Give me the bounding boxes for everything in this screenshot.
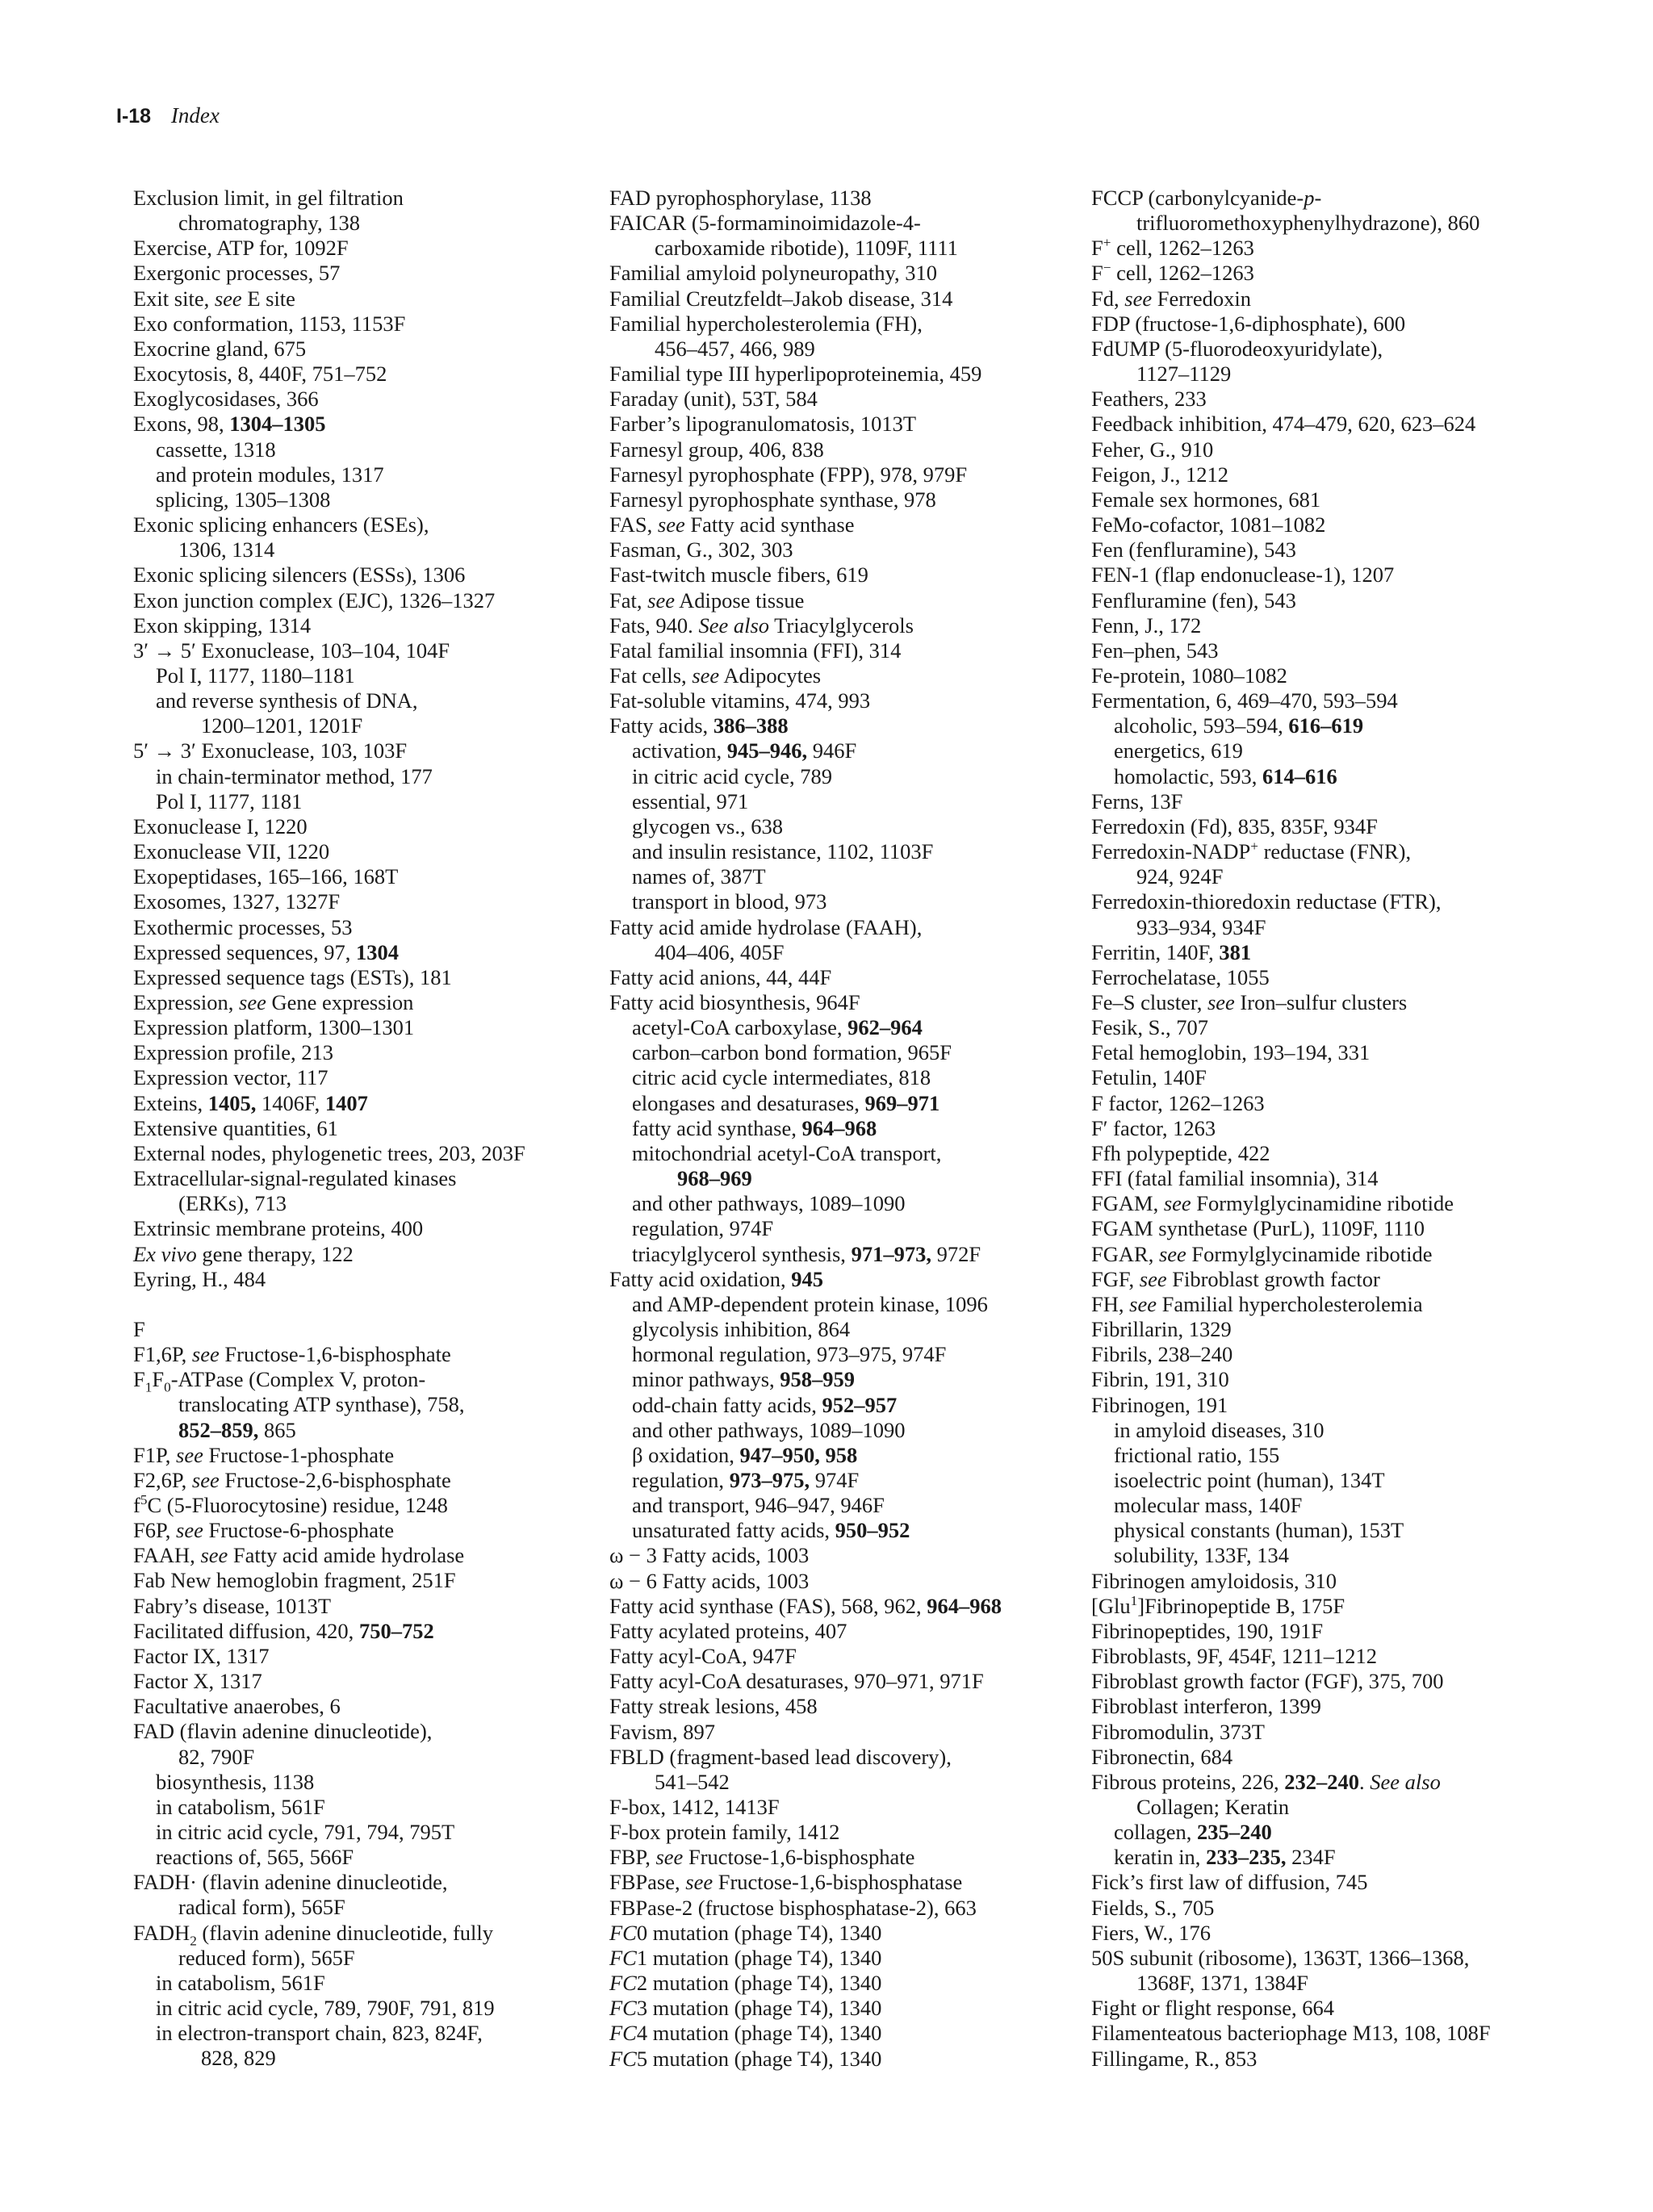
index-entry: Exclusion limit, in gel filtration chromatography, 138 xyxy=(133,186,404,236)
index-entry: Fermentation, 6, 469–470, 593–594 xyxy=(1091,688,1398,713)
index-entry: FGAM, see Formylglycinamidine ribotide xyxy=(1091,1191,1454,1216)
index-entry: Fields, S., 705 xyxy=(1091,1895,1215,1920)
index-entry: Fibrous proteins, 226, 232–240. See also Collagen; Keratin xyxy=(1091,1769,1441,1819)
index-entry: Familial type III hyperlipoproteinemia, 459 xyxy=(609,362,982,387)
index-subentry: in chain-terminator method, 177 xyxy=(156,763,433,788)
index-subentry: solubility, 133F, 134 xyxy=(1114,1543,1290,1568)
index-subentry: unsaturated fatty acids, 950–952 xyxy=(632,1518,910,1543)
index-entry: F factor, 1262–1263 xyxy=(1091,1090,1265,1115)
index-entry: Fab New hemoglobin fragment, 251F xyxy=(133,1568,456,1593)
index-entry: ω − 6 Fatty acids, 1003 xyxy=(609,1568,810,1593)
index-entry: Ferrochelatase, 1055 xyxy=(1091,964,1270,989)
index-entry: Expression platform, 1300–1301 xyxy=(133,1015,415,1040)
index-subentry: and transport, 946–947, 946F xyxy=(632,1493,885,1518)
index-subentry: fatty acid synthase, 964–968 xyxy=(632,1115,877,1140)
index-entry: Expressed sequences, 97, 1304 xyxy=(133,939,399,964)
index-entry: Exonuclease VII, 1220 xyxy=(133,839,330,864)
index-entry: Fibromodulin, 373T xyxy=(1091,1719,1265,1744)
index-entry: 5′ → 3′ Exonuclease, 103, 103F xyxy=(133,738,408,763)
index-entry: Ffh polypeptide, 422 xyxy=(1091,1140,1270,1165)
index-entry: FGF, see Fibroblast growth factor xyxy=(1091,1266,1380,1291)
index-entry: F′ factor, 1263 xyxy=(1091,1115,1216,1140)
index-subentry: in citric acid cycle, 789, 790F, 791, 819 xyxy=(156,1996,495,2021)
index-entry: Exteins, 1405, 1406F, 1407 xyxy=(133,1090,368,1115)
index-entry: FC3 mutation (phage T4), 1340 xyxy=(609,1996,882,2021)
index-entry: FBLD (fragment-based lead discovery), 541–542 xyxy=(609,1744,952,1794)
index-entry: Exo conformation, 1153, 1153F xyxy=(133,311,406,336)
index-entry: F-box protein family, 1412 xyxy=(609,1820,840,1845)
index-entry: 50S subunit (ribosome), 1363T, 1366–1368, 1368F, 1371, 1384F xyxy=(1091,1945,1470,1996)
index-entry: Filamenteatous bacteriophage M13, 108, 108F xyxy=(1091,2021,1491,2046)
index-subentry: regulation, 974F xyxy=(632,1216,774,1241)
index-entry: Fibroblasts, 9F, 454F, 1211–1212 xyxy=(1091,1644,1378,1669)
index-entry: FC4 mutation (phage T4), 1340 xyxy=(609,2021,882,2046)
index-entry: Fibroblast growth factor (FGF), 375, 700 xyxy=(1091,1669,1444,1694)
index-subentry: Pol I, 1177, 1181 xyxy=(156,788,303,813)
index-subentry: essential, 971 xyxy=(632,788,749,813)
section-title: Index xyxy=(170,103,220,128)
index-entry: Female sex hormones, 681 xyxy=(1091,487,1321,512)
index-entry: Ferredoxin (Fd), 835, 835F, 934F xyxy=(1091,813,1378,838)
index-entry: Ex vivo gene therapy, 122 xyxy=(133,1241,354,1266)
index-entry: Fatty acyl-CoA desaturases, 970–971, 971F xyxy=(609,1669,984,1694)
index-subentry: odd-chain fatty acids, 952–957 xyxy=(632,1392,898,1417)
index-entry: Exergonic processes, 57 xyxy=(133,261,341,286)
index-entry: Fat-soluble vitamins, 474, 993 xyxy=(609,688,871,713)
index-entry: Farnesyl group, 406, 838 xyxy=(609,437,824,462)
index-subentry: in amyloid diseases, 310 xyxy=(1114,1417,1324,1442)
index-entry: FdUMP (5-fluorodeoxyuridylate), 1127–1129 xyxy=(1091,336,1383,387)
index-entry: Factor IX, 1317 xyxy=(133,1643,270,1668)
index-entry: F2,6P, see Fructose-2,6-bisphosphate xyxy=(133,1467,451,1492)
index-entry: [Glu$^1$]Fibrinopeptide B, 175F xyxy=(1091,1592,1345,1618)
index-entry: FAICAR (5-formaminoimidazole-4- carboxamide ribotide), 1109F, 1111 xyxy=(609,211,958,261)
index-entry: Farnesyl pyrophosphate synthase, 978 xyxy=(609,487,936,512)
index-subentry: mitochondrial acetyl-CoA transport, 968–969 xyxy=(632,1140,942,1191)
index-entry: $FADH_2$ (flavin adenine dinucleotide, fully reduced form), 565F xyxy=(133,1920,493,1970)
index-subentry: frictional ratio, 155 xyxy=(1114,1442,1280,1467)
index-entry: Familial Creutzfeldt–Jakob disease, 314 xyxy=(609,286,953,311)
index-entry: ω − 3 Fatty acids, 1003 xyxy=(609,1543,810,1568)
index-entry: Fat cells, see Adipocytes xyxy=(609,663,822,688)
index-entry: Fatty acid anions, 44, 44F xyxy=(609,964,832,989)
index-subentry: and reverse synthesis of DNA, 1200–1201, 1201F xyxy=(156,688,418,738)
index-entry: Expressed sequence tags (ESTs), 181 xyxy=(133,964,452,989)
index-entry: Feher, G., 910 xyxy=(1091,437,1214,462)
index-subentry: and protein modules, 1317 xyxy=(156,462,384,487)
index-entry: F+ cell, 1262–1263 xyxy=(1091,235,1254,261)
index-subentry: alcoholic, 593–594, 616–619 xyxy=(1114,713,1364,738)
index-entry: Fibrillarin, 1329 xyxy=(1091,1317,1232,1342)
index-entry: Fiers, W., 176 xyxy=(1091,1920,1211,1945)
index-subentry: in citric acid cycle, 791, 794, 795T xyxy=(156,1820,455,1844)
index-entry: Expression vector, 117 xyxy=(133,1065,329,1090)
index-entry: Fibrinopeptides, 190, 191F xyxy=(1091,1618,1324,1643)
index-subentry: elongases and desaturases, 969–971 xyxy=(632,1090,940,1115)
index-entry: Fatty acyl-CoA, 947F xyxy=(609,1644,797,1669)
index-entry: F6P, see Fructose-6-phosphate xyxy=(133,1518,395,1543)
index-entry: Extracellular-signal-regulated kinases (ERKs), 713 xyxy=(133,1166,457,1216)
index-subentry: physical constants (human), 153T xyxy=(1114,1518,1404,1543)
index-entry: Fibrinogen, 191 xyxy=(1091,1392,1228,1417)
index-entry: Exonic splicing silencers (ESSs), 1306 xyxy=(133,562,466,587)
index-entry: Fight or flight response, 664 xyxy=(1091,1996,1335,2021)
index-entry: FAAH, see Fatty acid amide hydrolase xyxy=(133,1543,465,1568)
index-entry: Fatty acylated proteins, 407 xyxy=(609,1618,847,1643)
index-subentry: in catabolism, 561F xyxy=(156,1970,325,1995)
index-subentry: and AMP-dependent protein kinase, 1096 xyxy=(632,1291,988,1316)
index-subentry: homolactic, 593, 614–616 xyxy=(1114,763,1337,788)
index-entry: Expression, see Gene expression xyxy=(133,990,414,1014)
index-entry: FC2 mutation (phage T4), 1340 xyxy=(609,1971,882,1996)
index-entry: Expression profile, 213 xyxy=(133,1040,334,1065)
index-entry: Fast-twitch muscle fibers, 619 xyxy=(609,562,868,587)
index-entry: Exoglycosidases, 366 xyxy=(133,387,319,412)
index-subentry: Pol I, 1177, 1180–1181 xyxy=(156,663,355,688)
index-entry: Extrinsic membrane proteins, 400 xyxy=(133,1216,424,1241)
index-subentry: glycogen vs., 638 xyxy=(632,813,783,838)
index-entry: Feedback inhibition, 474–479, 620, 623–624 xyxy=(1091,412,1476,437)
index-entry: Fen (fenfluramine), 543 xyxy=(1091,537,1296,562)
index-subentry: in citric acid cycle, 789 xyxy=(632,763,832,788)
index-entry: FBPase, see Fructose-1,6-bisphosphatase xyxy=(609,1870,963,1895)
index-entry: Fibrils, 238–240 xyxy=(1091,1342,1233,1367)
page-number: I-18 xyxy=(116,105,152,128)
index-entry: FCCP (carbonylcyanide-p- trifluoromethoxyphenylhydrazone), 860 xyxy=(1091,186,1480,236)
index-entry: Favism, 897 xyxy=(609,1719,716,1744)
index-entry: Fetulin, 140F xyxy=(1091,1065,1207,1090)
index-entry: Fenfluramine (fen), 543 xyxy=(1091,587,1296,613)
index-entry: Fibrinogen amyloidosis, 310 xyxy=(1091,1568,1337,1593)
index-subentry: transport in blood, 973 xyxy=(632,889,827,914)
index-entry: FBP, see Fructose-1,6-bisphosphate xyxy=(609,1845,915,1870)
index-entry: Fd, see Ferredoxin xyxy=(1091,286,1251,311)
index-entry: FGAR, see Formylglycinamide ribotide xyxy=(1091,1241,1433,1266)
index-entry: FGAM synthetase (PurL), 1109F, 1110 xyxy=(1091,1216,1425,1241)
index-entry: Fatty acid synthase (FAS), 568, 962, 964–968 xyxy=(609,1593,1002,1618)
index-entry: Ferredoxin-NADP+ reductase (FNR), 924, 924F xyxy=(1091,838,1412,889)
index-entry: Ferns, 13F xyxy=(1091,788,1183,813)
index-entry: F-box, 1412, 1413F xyxy=(609,1795,780,1819)
index-entry: Eyring, H., 484 xyxy=(133,1266,266,1291)
index-subentry: molecular mass, 140F xyxy=(1114,1493,1303,1518)
index-entry: $f^5C$ (5-Fluorocytosine) residue, 1248 xyxy=(133,1492,448,1517)
index-entry: Fatty acid amide hydrolase (FAAH), 404–406, 405F xyxy=(609,914,923,964)
index-subentry: acetyl-CoA carboxylase, 962–964 xyxy=(632,1015,923,1040)
index-entry: FH, see Familial hypercholesterolemia xyxy=(1091,1291,1423,1316)
index-entry: FEN-1 (flap endonuclease-1), 1207 xyxy=(1091,562,1395,587)
index-entry: FBPase-2 (fructose bisphosphatase-2), 663 xyxy=(609,1895,977,1920)
index-entry: Exopeptidases, 165–166, 168T xyxy=(133,864,399,889)
index-subentry: and insulin resistance, 1102, 1103F xyxy=(632,839,934,864)
index-column-3 xyxy=(1091,186,1567,2072)
index-subentry: glycolysis inhibition, 864 xyxy=(632,1317,851,1342)
index-entry: Facilitated diffusion, 420, 750–752 xyxy=(133,1618,434,1643)
index-entry: FDP (fructose-1,6-diphosphate), 600 xyxy=(1091,311,1406,336)
index-entry: Fats, 940. See also Triacylglycerols xyxy=(609,613,914,638)
index-entry: Fibroblast interferon, 1399 xyxy=(1091,1694,1321,1719)
index-entry: Exercise, ATP for, 1092F xyxy=(133,236,349,261)
index-entry: F− cell, 1262–1263 xyxy=(1091,260,1254,286)
index-entry: Fillingame, R., 853 xyxy=(1091,2046,1258,2071)
index-entry: FC0 mutation (phage T4), 1340 xyxy=(609,1920,882,1945)
index-entry: F1P, see Fructose-1-phosphate xyxy=(133,1442,395,1467)
index-subentry: energetics, 619 xyxy=(1114,738,1243,763)
index-subentry: splicing, 1305–1308 xyxy=(156,487,331,512)
index-entry: Exocytosis, 8, 440F, 751–752 xyxy=(133,362,387,387)
index-entry: Fabry’s disease, 1013T xyxy=(133,1593,332,1618)
index-subentry: collagen, 235–240 xyxy=(1114,1820,1272,1845)
index-subentry: biosynthesis, 1138 xyxy=(156,1769,315,1794)
index-column-1 xyxy=(133,186,593,2072)
index-subentry: citric acid cycle intermediates, 818 xyxy=(632,1065,931,1090)
index-entry: FC5 mutation (phage T4), 1340 xyxy=(609,2046,882,2071)
index-entry: Fatty acids, 386–388 xyxy=(609,713,789,738)
index-entry: Exosomes, 1327, 1327F xyxy=(133,889,341,914)
index-subentry: names of, 387T xyxy=(632,864,766,889)
index-entry: Fibrin, 191, 310 xyxy=(1091,1367,1229,1392)
index-entry: FeMo-cofactor, 1081–1082 xyxy=(1091,512,1326,537)
index-subentry: hormonal regulation, 973–975, 974F xyxy=(632,1342,947,1367)
index-entry: Fat, see Adipose tissue xyxy=(609,587,805,613)
index-subentry: and other pathways, 1089–1090 xyxy=(632,1191,906,1216)
index-subentry: keratin in, 233–235, 234F xyxy=(1114,1845,1336,1870)
index-entry: Farnesyl pyrophosphate (FPP), 978, 979F xyxy=(609,462,968,487)
index-entry: Feathers, 233 xyxy=(1091,387,1207,412)
index-entry: FAD pyrophosphorylase, 1138 xyxy=(609,186,872,210)
index-entry: External nodes, phylogenetic trees, 203, 203F xyxy=(133,1140,525,1165)
index-entry: Exothermic processes, 53 xyxy=(133,914,353,939)
index-entry: Fatty acid biosynthesis, 964F xyxy=(609,990,860,1014)
index-entry: Fick’s first law of diffusion, 745 xyxy=(1091,1870,1368,1895)
index-subentry: in catabolism, 561F xyxy=(156,1794,325,1819)
index-entry: Familial hypercholesterolemia (FH), 456–457, 466, 989 xyxy=(609,311,923,361)
index-subentry: carbon–carbon bond formation, 965F xyxy=(632,1040,952,1065)
index-subentry: isoelectric point (human), 134T xyxy=(1114,1467,1385,1492)
index-entry: Fe-protein, 1080–1082 xyxy=(1091,663,1287,688)
index-entry: Fatal familial insomnia (FFI), 314 xyxy=(609,638,902,663)
index-entry: Exonic splicing enhancers (ESEs), 1306, 1314 xyxy=(133,512,429,562)
index-column-2 xyxy=(609,186,1069,2072)
running-header xyxy=(116,102,220,130)
index-letter-heading: F xyxy=(133,1316,145,1341)
index-entry: Exons, 98, 1304–1305 xyxy=(133,412,326,437)
index-entry: Factor X, 1317 xyxy=(133,1669,262,1694)
index-entry: Faraday (unit), 53T, 584 xyxy=(609,387,818,412)
index-entry: FAD (flavin adenine dinucleotide), 82, 790F xyxy=(133,1719,433,1769)
index-subentry: in electron-transport chain, 823, 824F, 828, 829 xyxy=(156,2021,483,2071)
index-entry: Ferredoxin-thioredoxin reductase (FTR), 933–934, 934F xyxy=(1091,889,1442,939)
index-entry: Farber’s lipogranulomatosis, 1013T xyxy=(609,412,917,437)
index-entry: Exit site, see E site xyxy=(133,286,295,311)
index-subentry: minor pathways, 958–959 xyxy=(632,1367,856,1392)
index-entry: Exon skipping, 1314 xyxy=(133,613,312,638)
index-entry: Fesik, S., 707 xyxy=(1091,1015,1209,1040)
index-entry: Familial amyloid polyneuropathy, 310 xyxy=(609,261,938,286)
index-entry: Fasman, G., 302, 303 xyxy=(609,537,793,562)
index-entry: Fetal hemoglobin, 193–194, 331 xyxy=(1091,1040,1371,1065)
index-entry: Fe–S cluster, see Iron–sulfur clusters xyxy=(1091,990,1408,1014)
index-entry: Exocrine gland, 675 xyxy=(133,336,307,361)
index-entry: Extensive quantities, 61 xyxy=(133,1115,338,1140)
index-subentry: regulation, 973–975, 974F xyxy=(632,1467,860,1492)
index-entry: Feigon, J., 1212 xyxy=(1091,462,1229,487)
index-subentry: β oxidation, 947–950, 958 xyxy=(632,1442,858,1467)
index-entry: Fenn, J., 172 xyxy=(1091,613,1202,638)
index-entry: FC1 mutation (phage T4), 1340 xyxy=(609,1945,882,1970)
index-entry: Facultative anaerobes, 6 xyxy=(133,1694,341,1719)
index-entry: Fen–phen, 543 xyxy=(1091,638,1219,663)
index-subentry: cassette, 1318 xyxy=(156,437,276,462)
index-entry: Ferritin, 140F, 381 xyxy=(1091,939,1252,964)
index-entry: $F_1F_0$-ATPase (Complex V, proton- translocating ATP synthase), 758, 852–859, 865 xyxy=(133,1367,465,1442)
index-subentry: activation, 945–946, 946F xyxy=(632,738,857,763)
index-entry: Fatty streak lesions, 458 xyxy=(609,1694,818,1719)
index-subentry: triacylglycerol synthesis, 971–973, 972F xyxy=(632,1241,981,1266)
index-entry: Fatty acid oxidation, 945 xyxy=(609,1266,823,1291)
index-entry: 3′ → 5′ Exonuclease, 103–104, 104F xyxy=(133,638,450,663)
index-entry: FFI (fatal familial insomnia), 314 xyxy=(1091,1166,1379,1191)
index-entry: F1,6P, see Fructose-1,6-bisphosphate xyxy=(133,1342,451,1367)
index-entry: FAS, see Fatty acid synthase xyxy=(609,512,855,537)
index-entry: Exon junction complex (EJC), 1326–1327 xyxy=(133,587,496,613)
index-entry: Exonuclease I, 1220 xyxy=(133,813,308,838)
index-subentry: reactions of, 565, 566F xyxy=(156,1845,354,1870)
index-entry: FADH· (flavin adenine dinucleotide, radical form), 565F xyxy=(133,1870,448,1920)
index-subentry: and other pathways, 1089–1090 xyxy=(632,1417,906,1442)
index-entry: Fibronectin, 684 xyxy=(1091,1744,1233,1769)
